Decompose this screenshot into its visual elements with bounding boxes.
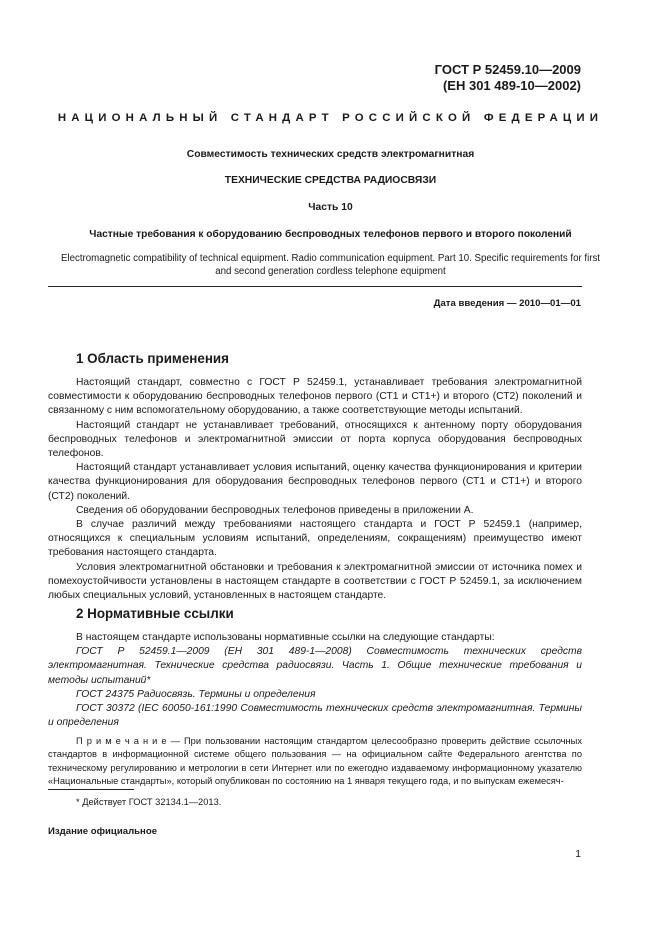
section-2-intro: В настоящем стандарте использованы нормативные ссылки на следующие стандарты: <box>76 632 495 643</box>
page-number: 1 <box>575 849 581 860</box>
publication-label: Издание официальное <box>48 826 158 837</box>
date-of-introduction: Дата введения — 2010—01—01 <box>433 298 581 309</box>
section-1-heading: 1 Область применения <box>76 351 229 366</box>
section-1-paragraph: Сведения об оборудовании беспроводных телефонов приведены в приложении А. <box>76 504 474 516</box>
section-1-paragraph: Настоящий стандарт устанавливает условия испытаний, оценку качества функционирования и критерии качества функционирования для оборудования беспроводных телефонов первого (СТ1 и СТ1+) и второго (СТ2) поколений. <box>48 462 582 502</box>
en-number: (ЕН 301 489-10—2002) <box>442 78 581 93</box>
title-line-1: Совместимость технических средств электромагнитная <box>186 149 475 160</box>
title-line-2: ТЕХНИЧЕСКИЕ СРЕДСТВА РАДИОСВЯЗИ <box>224 175 437 186</box>
normative-reference: ГОСТ 24375 Радиосвязь. Термины и определения <box>76 688 316 700</box>
normative-reference: ГОСТ Р 52459.1—2009 (ЕН 301 489-1—2008) Совместимость технических средств электромагнитная. Технические средства радиосвязи. Часть 1. Общие технические требования и методы испытаний* <box>48 646 582 686</box>
section-1-paragraph: Условия электромагнитной обстановки и требования к электромагнитной эмиссии от источника помех и помехоустойчивости установлены в настоящем стандарте в соответствии с ГОСТ Р 52459.1, за исключением любых специальных условий, установленных в настоящем стандарте. <box>48 561 582 602</box>
section-2-body <box>48 631 582 730</box>
document-number-block <box>435 62 581 94</box>
section-1-paragraph: Настоящий стандарт не устанавливает требований, относящихся к антенному порту оборудования беспроводных телефонов и электромагнитной эмиссии от порта корпуса оборудования беспроводных телефонов. <box>48 419 582 460</box>
footnote-divider <box>48 789 134 790</box>
title-line-3: Частные требования к оборудованию беспроводных телефонов первого и второго поколений <box>89 229 572 240</box>
section-1-paragraph: Настоящий стандарт, совместно с ГОСТ Р 52459.1, устанавливает требования электромагнитной совместимости к оборудованию беспроводных телефонов первого (СТ1 и СТ1+) и второго (СТ2) поколений и связанному с ним вспомогательному оборудованию, а также соответствующие методы испытаний. <box>48 377 582 417</box>
title-part: Часть 10 <box>308 202 353 213</box>
gost-number: ГОСТ Р 52459.10—2009 <box>434 62 581 77</box>
footnote: * Действует ГОСТ 32134.1—2013. <box>76 797 222 807</box>
section-2-note: П р и м е ч а н и е — При пользовании настоящим стандартом целесообразно проверить действие ссылочных стандартов в информационной системе общего пользования — на официальном сайте Федерального агентства по техническому регулированию и метрологии в сети Интернет или по ежегодно издаваемому информационному указателю «Национальные стандарты», который опубликован по состоянию на 1 января текущего года, и по выпускам ежемесяч- <box>48 736 582 787</box>
section-2-heading: 2 Нормативные ссылки <box>76 606 234 621</box>
title-divider <box>48 286 582 287</box>
title-english: Electromagnetic compatibility of technical equipment. Radio communication equipment. Part 10. Specific requirements for first and second generation cordless telephone equipment <box>61 253 600 277</box>
section-1-paragraph: В случае различий между требованиями настоящего стандарта и ГОСТ Р 52459.1 (например, относящихся к специальным условиям испытаний, определениям, сокращениям) преимущество имеют требования настоящего стандарта. <box>48 519 582 559</box>
section-1-body <box>48 376 582 603</box>
normative-reference: ГОСТ 30372 (IEC 60050-161:1990 Совместимость технических средств электромагнитная. Термины и определения <box>48 703 582 729</box>
national-standard-banner: НАЦИОНАЛЬНЫЙ СТАНДАРТ РОССИЙСКОЙ ФЕДЕРАЦИИ <box>57 112 604 124</box>
